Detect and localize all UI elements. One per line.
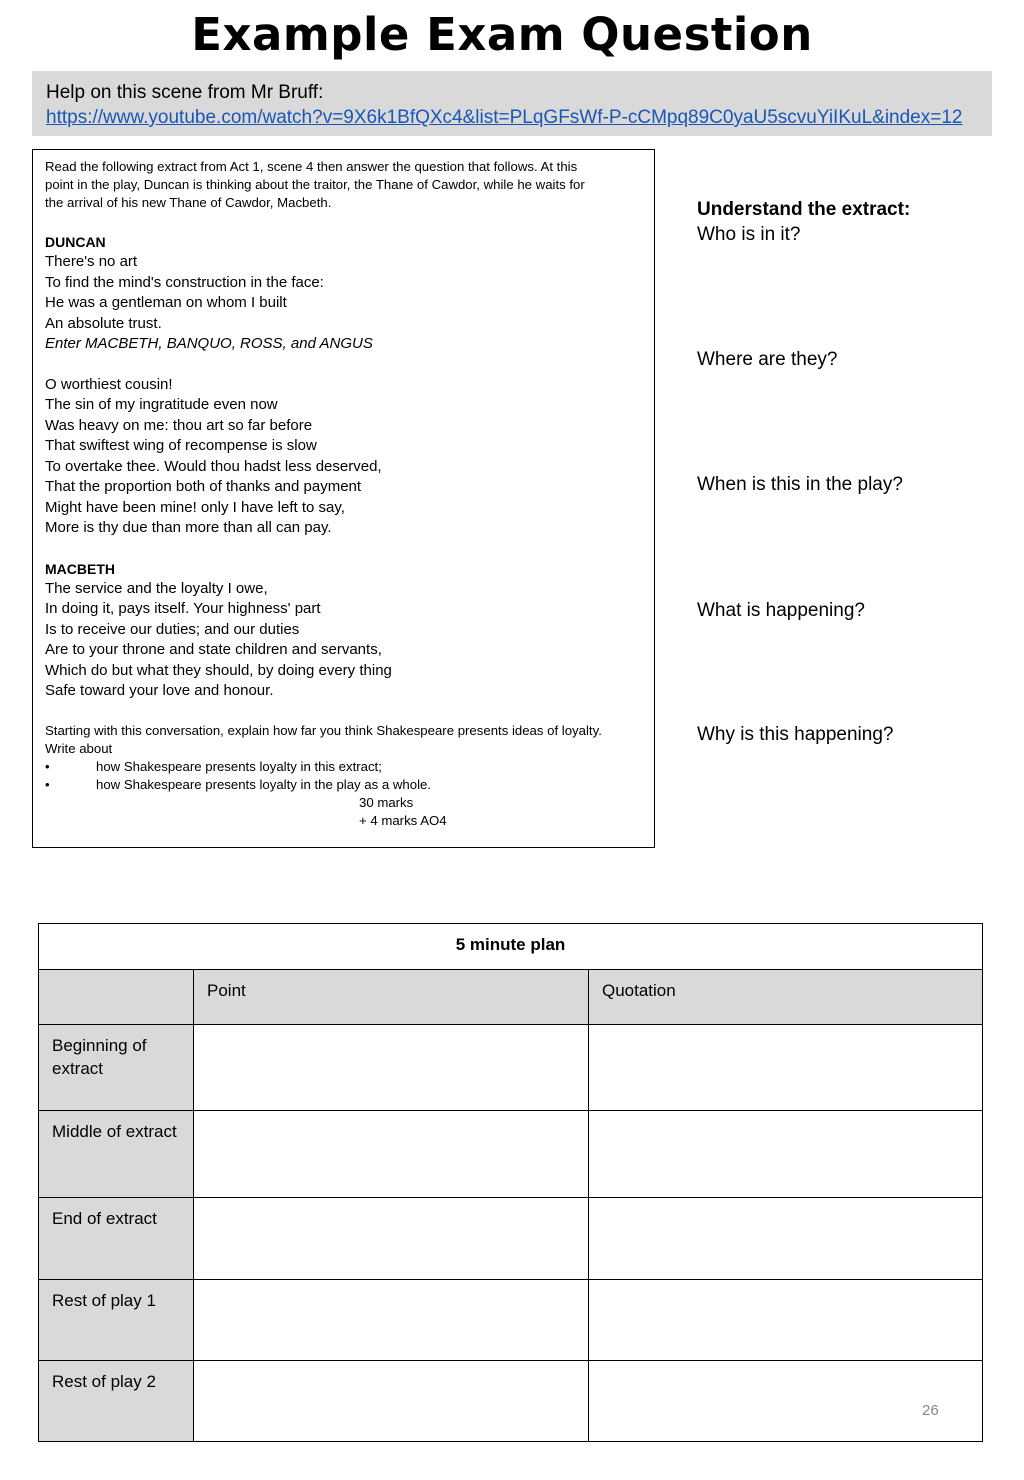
verse-line: Might have been mine! only I have left to say, <box>45 498 345 516</box>
intro-line: the arrival of his new Thane of Cawdor, Macbeth. <box>45 195 332 210</box>
verse-line: There's no art <box>45 253 138 270</box>
point-cell[interactable] <box>194 1025 589 1111</box>
verse-line: That the proportion both of thanks and payment <box>45 478 362 495</box>
row-label: Rest of play 1 <box>39 1280 194 1361</box>
bullet-item <box>45 776 642 794</box>
quotation-cell[interactable] <box>589 1198 983 1280</box>
bullet-item <box>45 758 642 776</box>
row-label: Middle of extract <box>39 1111 194 1198</box>
intro-line: point in the play, Duncan is thinking about the traitor, the Thane of Cawdor, while he waits for <box>45 177 585 192</box>
quotation-cell[interactable] <box>589 1361 983 1442</box>
bullet-marker: • <box>45 776 50 792</box>
verse-line: Was heavy on me: thou art so far before <box>45 416 313 434</box>
bullet-text: how Shakespeare presents loyalty in the play as a whole. <box>96 776 432 792</box>
help-link[interactable]: https://www.youtube.com/watch?v=9X6k1BfQXc4&list=PLqGFsWf-P-cCMpq89C0yaU5scvuYiIKuL&index=12 <box>46 107 963 128</box>
verse-line: The service and the loyalty I owe, <box>45 579 268 597</box>
verse-line: To overtake thee. Would thou hadst less deserved, <box>45 457 382 475</box>
verse-line: Is to receive our duties; and our duties <box>45 620 300 638</box>
page-number: 26 <box>922 1402 939 1419</box>
quotation-cell[interactable] <box>589 1025 983 1111</box>
question-line: Write about <box>45 740 113 756</box>
verse-line: Are to your throne and state children and servants, <box>45 641 382 658</box>
header-cell <box>39 970 194 1025</box>
verse-line: That swiftest wing of recompense is slow <box>45 437 317 454</box>
stage-direction: Enter MACBETH, BANQUO, ROSS, and ANGUS <box>45 335 373 352</box>
point-cell[interactable] <box>194 1111 589 1198</box>
point-cell[interactable] <box>194 1280 589 1361</box>
extract-box <box>32 149 655 848</box>
bullet-marker: • <box>45 758 50 774</box>
marks-line: + 4 marks AO4 <box>359 813 447 828</box>
help-box <box>32 71 992 136</box>
speaker-macbeth: MACBETH <box>45 560 115 577</box>
intro-line: Read the following extract from Act 1, scene 4 then answer the question that follows. At this <box>45 159 578 174</box>
plan-table <box>38 923 983 1442</box>
question-who: Who is in it? <box>697 224 801 245</box>
bullet-text: how Shakespeare presents loyalty in this extract; <box>96 758 382 774</box>
help-label: Help on this scene from Mr Bruff: <box>46 82 324 103</box>
row-label: End of extract <box>39 1198 194 1280</box>
verse-line: Which do but what they should, by doing every thing <box>45 661 392 679</box>
row-label: Rest of play 2 <box>39 1361 194 1442</box>
marks-line: 30 marks <box>359 794 414 810</box>
verse-line: He was a gentleman on whom I built <box>45 294 287 311</box>
speaker-duncan: DUNCAN <box>45 234 106 250</box>
quotation-cell[interactable] <box>589 1280 983 1361</box>
question-where: Where are they? <box>697 349 838 370</box>
question-line: Starting with this conversation, explain how far you think Shakespeare presents ideas of loyalty. <box>45 722 602 738</box>
row-label: Beginning of extract <box>39 1025 194 1111</box>
verse-line: To find the mind's construction in the face: <box>45 273 324 291</box>
verse-line: O worthiest cousin! <box>45 375 173 393</box>
question-when: When is this in the play? <box>697 474 903 495</box>
point-cell[interactable] <box>194 1198 589 1280</box>
question-why: Why is this happening? <box>697 724 894 745</box>
question-what: What is happening? <box>697 600 865 621</box>
page-title: Example Exam Question <box>191 8 813 61</box>
verse-line: An absolute trust. <box>45 314 162 332</box>
verse-line: Safe toward your love and honour. <box>45 682 274 699</box>
understand-heading: Understand the extract: <box>697 199 911 220</box>
point-cell[interactable] <box>194 1361 589 1442</box>
header-quotation: Quotation <box>589 970 983 1025</box>
verse-line: In doing it, pays itself. Your highness' part <box>45 600 321 617</box>
header-point: Point <box>194 970 589 1025</box>
verse-line: The sin of my ingratitude even now <box>45 396 278 413</box>
quotation-cell[interactable] <box>589 1111 983 1198</box>
plan-title: 5 minute plan <box>39 924 983 970</box>
verse-line: More is thy due than more than all can pay. <box>45 519 332 536</box>
